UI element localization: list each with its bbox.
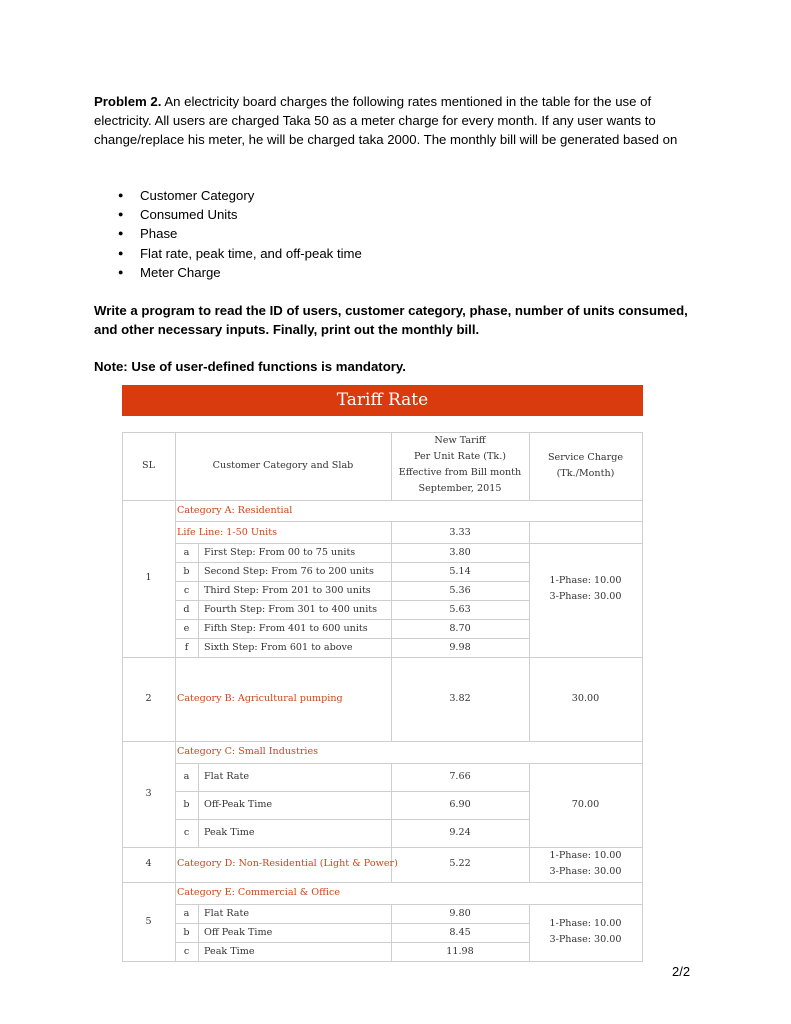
- cat-a-step-label: Fifth Step: From 401 to 600 units: [204, 623, 368, 634]
- header-service-line1: Service Charge: [547, 452, 624, 463]
- cat-a-step-label: Sixth Step: From 601 to above: [204, 642, 353, 653]
- cat-a-step-label: Third Step: From 201 to 300 units: [204, 585, 371, 596]
- tariff-table: [122, 432, 643, 962]
- header-rate-line2: Per Unit Rate (Tk.): [413, 451, 507, 462]
- cat-c-title: Category C: Small Industries: [177, 746, 319, 757]
- cat-a-step-rate: 5.14: [449, 566, 471, 577]
- cat-e-sl: 5: [145, 916, 152, 927]
- cat-a-step-letter: f: [184, 642, 189, 653]
- cat-a-step-letter: c: [183, 585, 190, 596]
- cat-b-title: Category B: Agricultural pumping: [177, 693, 343, 704]
- cat-e-step-label: Flat Rate: [204, 908, 250, 919]
- list-item: ● Meter Charge: [118, 263, 362, 282]
- cat-a-step-rate: 9.98: [449, 642, 471, 653]
- cat-c-step-rate: 7.66: [449, 771, 471, 782]
- header-rate-line4: September, 2015: [418, 483, 502, 494]
- page-number: 2/2: [672, 964, 691, 979]
- header-category: Customer Category and Slab: [212, 460, 354, 471]
- cat-a-step-letter: b: [183, 566, 190, 577]
- cat-a-service-3phase: 3-Phase: 30.00: [549, 591, 622, 602]
- cat-e-title: Category E: Commercial & Office: [177, 887, 341, 898]
- list-item: ● Customer Category: [118, 186, 362, 205]
- problem-text: An electricity board charges the following rates mentioned in the table for the use of electricity. All users are charged Taka 50 as a meter charge for every month. If any user wants to change/replace his meter, he will be charged taka 2000. The monthly bill will be generated based on: [94, 94, 678, 148]
- list-item: ● Flat rate, peak time, and off-peak time: [118, 244, 362, 263]
- cat-c-service: 70.00: [571, 799, 600, 810]
- header-service-line2: (Tk./Month): [556, 468, 615, 479]
- cat-c-step-letter: a: [183, 771, 190, 782]
- cat-d-rate: 5.22: [449, 858, 471, 869]
- cat-d-service-1phase: 1-Phase: 10.00: [549, 850, 622, 861]
- cat-c-step-label: Peak Time: [204, 827, 255, 838]
- cat-a-step-letter: d: [183, 604, 190, 615]
- cat-c-step-rate: 6.90: [449, 799, 471, 810]
- cat-a-step-letter: a: [183, 547, 190, 558]
- note-statement: Note: Use of user-defined functions is mandatory.: [94, 359, 406, 374]
- cat-b-sl: 2: [145, 693, 152, 704]
- cat-a-step-rate: 5.63: [449, 604, 471, 615]
- cat-d-service-3phase: 3-Phase: 30.00: [549, 866, 622, 877]
- cat-a-step-rate: 3.80: [449, 547, 471, 558]
- list-item: ● Phase: [118, 224, 362, 243]
- cat-c-sl: 3: [145, 788, 152, 799]
- cat-e-step-rate: 11.98: [446, 946, 474, 957]
- cat-a-lifeline-rate: 3.33: [449, 527, 471, 538]
- cat-a-step-label: First Step: From 00 to 75 units: [204, 547, 356, 558]
- cat-b-rate: 3.82: [449, 693, 471, 704]
- cat-a-step-label: Second Step: From 76 to 200 units: [204, 566, 374, 577]
- cat-e-step-rate: 8.45: [449, 927, 471, 938]
- cat-e-step-label: Off Peak Time: [204, 927, 273, 938]
- cat-a-step-rate: 5.36: [449, 585, 471, 596]
- cat-a-sl: 1: [145, 572, 152, 583]
- cat-e-step-letter: c: [183, 946, 190, 957]
- cat-c-step-rate: 9.24: [449, 827, 471, 838]
- cat-c-step-letter: b: [183, 799, 190, 810]
- task-statement: Write a program to read the ID of users, customer category, phase, number of units consumed, and other necessary inputs. Finally, print out the monthly bill.: [94, 303, 688, 338]
- cat-a-service-1phase: 1-Phase: 10.00: [549, 575, 622, 586]
- header-sl: SL: [142, 460, 155, 471]
- cat-e-step-letter: a: [183, 908, 190, 919]
- cat-a-step-label: Fourth Step: From 301 to 400 units: [204, 604, 378, 615]
- cat-c-step-label: Off-Peak Time: [204, 799, 273, 810]
- cat-a-title: Category A: Residential: [177, 505, 293, 516]
- header-rate-line3: Effective from Bill month: [398, 467, 522, 478]
- cat-d-title: Category D: Non-Residential (Light & Power): [177, 858, 398, 869]
- list-item: ● Consumed Units: [118, 205, 362, 224]
- cat-a-step-rate: 8.70: [449, 623, 471, 634]
- cat-c-step-label: Flat Rate: [204, 771, 250, 782]
- cat-e-service-3phase: 3-Phase: 30.00: [549, 934, 622, 945]
- cat-e-step-rate: 9.80: [449, 908, 471, 919]
- tariff-title-banner: Tariff Rate: [122, 385, 643, 416]
- header-rate-line1: New Tariff: [434, 435, 486, 446]
- cat-a-lifeline: Life Line: 1-50 Units: [177, 527, 278, 538]
- cat-e-step-letter: b: [183, 927, 190, 938]
- cat-b-service: 30.00: [571, 693, 600, 704]
- cat-e-step-label: Peak Time: [204, 946, 255, 957]
- problem-label: Problem 2.: [94, 94, 162, 109]
- cat-c-step-letter: c: [183, 827, 190, 838]
- problem-statement: [94, 92, 704, 150]
- cat-e-service-1phase: 1-Phase: 10.00: [549, 918, 622, 929]
- cat-a-step-letter: e: [183, 623, 190, 634]
- cat-d-sl: 4: [145, 858, 152, 869]
- bullet-list: [118, 186, 362, 282]
